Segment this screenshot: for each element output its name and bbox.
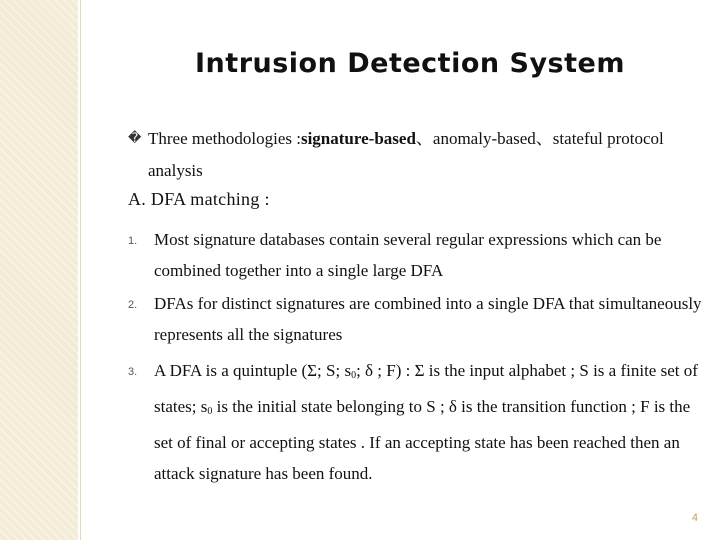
list-item — [128, 224, 708, 286]
list-item-text: DFAs for distinct signatures are combined into a single DFA that simultaneously represents all the signatures — [154, 294, 702, 344]
list-item — [128, 355, 708, 489]
decorative-sidebar — [0, 0, 78, 540]
bullet-text-after: 、anomaly-based、stateful protocol analysis — [148, 129, 664, 180]
bullet-text-before: Three methodologies : — [148, 129, 301, 148]
bullet-marker-icon: � — [128, 131, 142, 146]
list-item-number: 3. — [128, 366, 138, 378]
list-item-text: Most signature databases contain several regular expressions which can be combined together into a single large DFA — [154, 230, 662, 280]
page-number: 4 — [691, 512, 698, 524]
dfa-text-a: A DFA is a quintuple (Σ; S; s — [154, 361, 352, 380]
bullet-text — [148, 123, 718, 187]
section-heading: A. DFA matching : — [128, 189, 270, 209]
slide-title: Intrusion Detection System — [195, 48, 625, 79]
dfa-subscript-1: 0 — [207, 406, 213, 417]
bullet-emphasis: signature-based — [300, 129, 416, 148]
sidebar-divider — [80, 0, 81, 540]
dfa-subscript-0: 0 — [351, 370, 357, 381]
list-item — [128, 288, 708, 350]
dfa-text-b: ; δ ; F) : Σ is the input alphabet ; S is a finite set of states; s — [154, 361, 698, 416]
list-item-text — [154, 355, 708, 489]
dfa-text-c: is the initial state belonging to S ; δ is the transition function ; F is the set of final or accepting states . If an accepting state has been reached then an attack signature has been found. — [154, 397, 691, 483]
list-item-number: 1. — [128, 235, 138, 247]
bullet-methodologies — [128, 123, 718, 187]
list-item-number: 2. — [128, 299, 138, 311]
